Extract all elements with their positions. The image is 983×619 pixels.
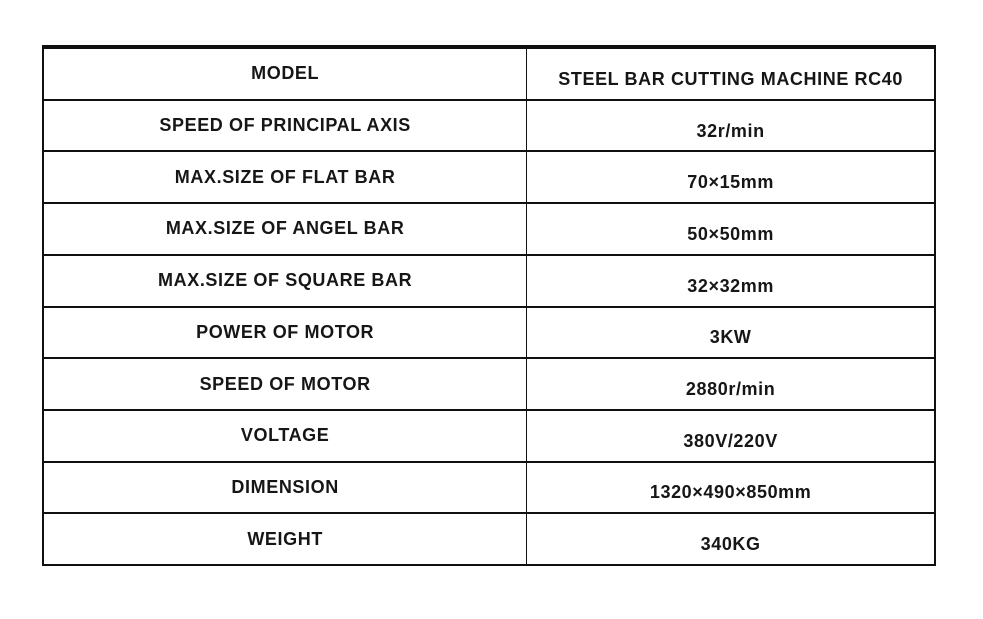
- spec-value-cell: 380V/220V: [683, 430, 778, 451]
- spec-label-cell: SPEED OF MOTOR: [44, 359, 527, 409]
- spec-value-cell: 32r/min: [696, 120, 765, 141]
- spec-table-row: [44, 357, 934, 409]
- spec-value-cell: 50×50mm: [687, 223, 774, 244]
- spec-label-cell: POWER OF MOTOR: [44, 308, 527, 358]
- spec-value-cell: 340KG: [700, 534, 761, 555]
- machine-spec-table: [42, 45, 936, 566]
- spec-table-row: [44, 409, 934, 461]
- spec-table-row: [44, 99, 934, 151]
- spec-table-row: [44, 47, 934, 99]
- spec-value-cell: 70×15mm: [687, 172, 774, 193]
- spec-label-cell: VOLTAGE: [44, 411, 527, 461]
- spec-label-cell: MAX.SIZE OF ANGEL BAR: [44, 204, 527, 254]
- spec-table-row: [44, 150, 934, 202]
- spec-value-cell: STEEL BAR CUTTING MACHINE RC40: [558, 68, 903, 89]
- spec-label-cell: MAX.SIZE OF SQUARE BAR: [44, 256, 527, 306]
- spec-value-cell: 3KW: [709, 327, 752, 348]
- spec-table-row: [44, 461, 934, 513]
- spec-value-cell: 32×32mm: [687, 275, 774, 296]
- spec-label-cell: WEIGHT: [44, 514, 527, 564]
- spec-value-cell: 2880r/min: [685, 379, 776, 400]
- spec-table-row: [44, 512, 934, 564]
- spec-label-cell: MODEL: [44, 49, 527, 99]
- spec-label-cell: DIMENSION: [44, 463, 527, 513]
- spec-table-row: [44, 254, 934, 306]
- spec-table-row: [44, 202, 934, 254]
- spec-value-cell: 1320×490×850mm: [649, 482, 812, 503]
- spec-label-cell: MAX.SIZE OF FLAT BAR: [44, 152, 527, 202]
- spec-label-cell: SPEED OF PRINCIPAL AXIS: [44, 101, 527, 151]
- spec-table-row: [44, 306, 934, 358]
